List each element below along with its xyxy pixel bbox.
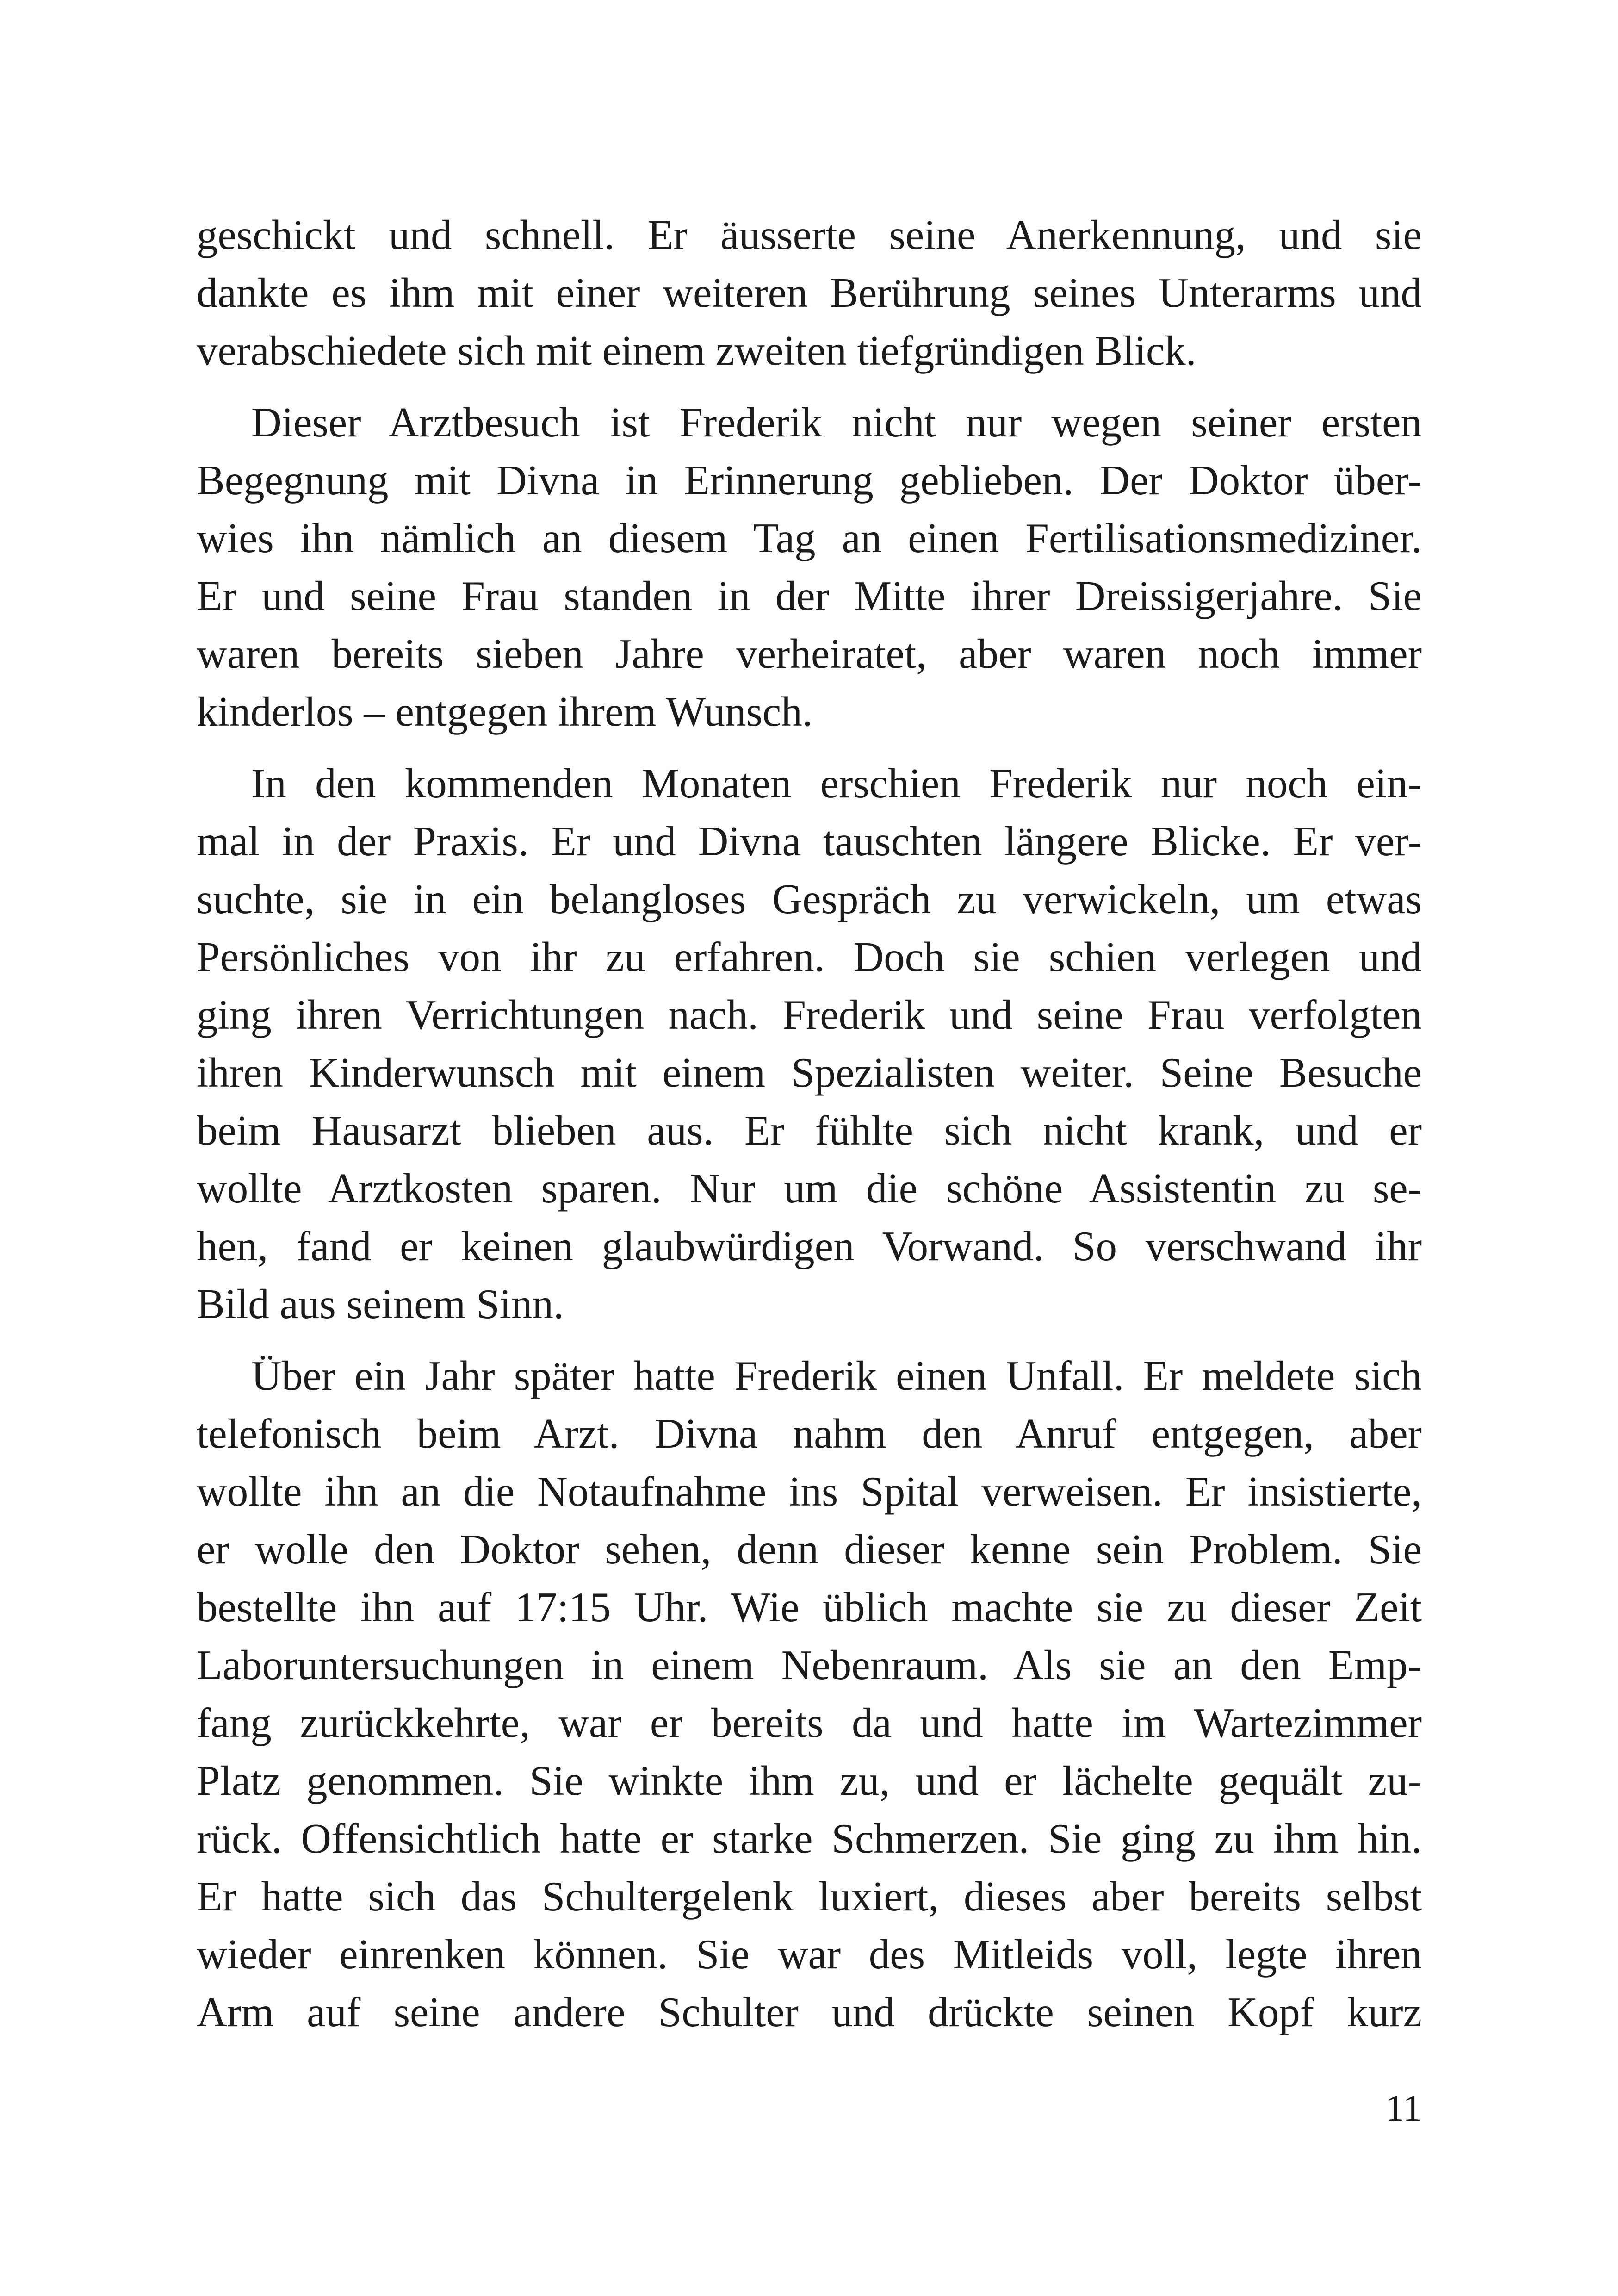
- text-line: Dieser Arztbesuch ist Frederik nicht nur wegen seiner ersten: [251, 399, 1422, 446]
- text-line: Platz genommen. Sie winkte ihm zu, und er lächelte gequält zu-: [197, 1757, 1422, 1804]
- text-line: Begegnung mit Divna in Erinnerung geblieben. Der Doktor über-: [197, 457, 1422, 504]
- text-line: geschickt und schnell. Er äusserte seine Anerkennung, und sie: [197, 212, 1422, 258]
- text-line: telefonisch beim Arzt. Divna nahm den Anruf entgegen, aber: [197, 1410, 1422, 1457]
- text-line: Er und seine Frau standen in der Mitte ihrer Dreissigerjahre. Sie: [197, 572, 1422, 619]
- text-line: suchte, sie in ein belangloses Gespräch zu verwickeln, um etwas: [197, 876, 1422, 922]
- paragraph: [197, 1347, 1422, 2041]
- text-line: ging ihren Verrichtungen nach. Frederik und seine Frau verfolgten: [197, 991, 1422, 1038]
- text-line: waren bereits sieben Jahre verheiratet, aber waren noch immer: [197, 630, 1422, 677]
- text-line: rück. Offensichtlich hatte er starke Schmerzen. Sie ging zu ihm hin.: [197, 1815, 1422, 1862]
- text-line: dankte es ihm mit einer weiteren Berührung seines Unterarms und: [197, 269, 1422, 316]
- paragraph: [197, 206, 1422, 380]
- text-line: Über ein Jahr später hatte Frederik einen Unfall. Er meldete sich: [251, 1352, 1422, 1399]
- text-line: bestellte ihn auf 17:15 Uhr. Wie üblich machte sie zu dieser Zeit: [197, 1584, 1422, 1630]
- paragraph: [197, 754, 1422, 1333]
- text-line: er wolle den Doktor sehen, denn dieser kenne sein Problem. Sie: [197, 1526, 1422, 1573]
- text-line: wies ihn nämlich an diesem Tag an einen Fertilisationsmediziner.: [197, 515, 1422, 561]
- text-line: beim Hausarzt blieben aus. Er fühlte sich nicht krank, und er: [197, 1107, 1422, 1154]
- text-line: verabschiedete sich mit einem zweiten tiefgründigen Blick.: [197, 327, 1196, 374]
- text-line: kinderlos – entgegen ihrem Wunsch.: [197, 688, 813, 735]
- text-line: ihren Kinderwunsch mit einem Spezialisten weiter. Seine Besuche: [197, 1049, 1422, 1096]
- text-line: fang zurückkehrte, war er bereits da und hatte im Wartezimmer: [197, 1699, 1422, 1746]
- text-line: Er hatte sich das Schultergelenk luxiert, dieses aber bereits selbst: [197, 1873, 1422, 1920]
- text-line: wollte ihn an die Notaufnahme ins Spital verweisen. Er insistierte,: [197, 1468, 1422, 1515]
- text-line: Arm auf seine andere Schulter und drückte seinen Kopf kurz: [197, 1989, 1422, 2035]
- paragraph: [197, 393, 1422, 740]
- text-line: Persönliches von ihr zu erfahren. Doch sie schien verlegen und: [197, 933, 1422, 980]
- body-text: [197, 206, 1422, 2055]
- text-line: Laboruntersuchungen in einem Nebenraum. Als sie an den Emp-: [197, 1642, 1422, 1688]
- page-number: 11: [1385, 2087, 1422, 2129]
- text-line: hen, fand er keinen glaubwürdigen Vorwand. So verschwand ihr: [197, 1223, 1422, 1269]
- text-line: wollte Arztkosten sparen. Nur um die schöne Assistentin zu se-: [197, 1165, 1422, 1212]
- text-line: Bild aus seinem Sinn.: [197, 1281, 564, 1327]
- text-line: wieder einrenken können. Sie war des Mitleids voll, legte ihren: [197, 1931, 1422, 1978]
- text-line: mal in der Praxis. Er und Divna tauschten längere Blicke. Er ver-: [197, 818, 1422, 865]
- text-line: In den kommenden Monaten erschien Frederik nur noch ein-: [251, 760, 1422, 807]
